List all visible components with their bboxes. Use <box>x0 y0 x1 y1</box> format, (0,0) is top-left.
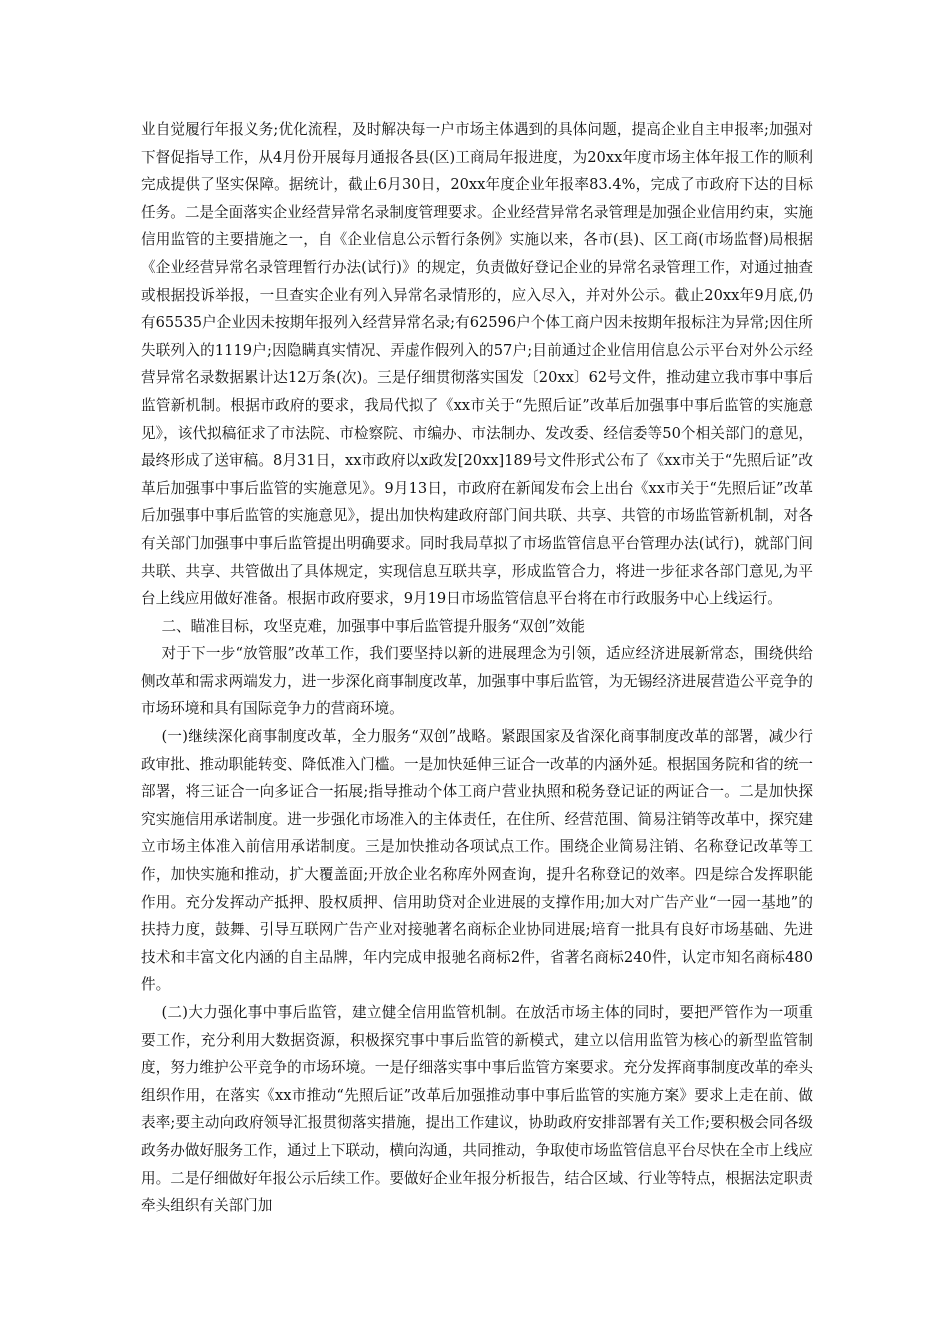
paragraph-continuation: 业自觉履行年报义务;优化流程，及时解决每一户市场主体遇到的具体问题，提高企业自主申报率;加强对下督促指导工作，从4月份开展每月通报各县(区)工商局年报进度，为20xx年度市场主体年报工作的顺利完成提供了坚实保障。据统计，截止6月30日，20xx年度企业年报率83.4%，完成了市政府下达的目标任务。二是全面落实企业经营异常名录制度管理要求。企业经营异常名录管理是加强企业信用约束，实施信用监管的主要措施之一，自《企业信息公示暂行条例》实施以来，各市(县)、区工商(市场监督)局根据《企业经营异常名录管理暂行办法(试行)》的规定，负责做好登记企业的异常名录管理工作，对通过抽查或根据投诉举报，一旦查实企业有列入异常名录情形的，应入尽入，并对外公示。截止20xx年9月底,仍有65535户企业因未按期年报列入经营异常名录;有62596户个体工商户因未按期年报标注为异常;因住所失联列入的1119户;因隐瞒真实情况、弄虚作假列入的57户;目前通过企业信用信息公示平台对外公示经营异常名录数据累计达12万条(次)。三是仔细贯彻落实国发〔20xx〕62号文件，推动建立我市事中事后监管新机制。根据市政府的要求，我局代拟了《xx市关于“先照后证”改革后加强事中事后监管的实施意见》，该代拟稿征求了市法院、市检察院、市编办、市法制办、发改委、经信委等50个相关部门的意见，最终形成了送审稿。8月31日，xx市政府以x政发[20xx]189号文件形式公布了《xx市关于“先照后证”改革后加强事中事后监管的实施意见》。9月13日，市政府在新闻发布会上出台《xx市关于“先照后证”改革后加强事中事后监管的实施意见》，提出加快构建政府部门间共联、共享、共管的市场监管新机制，对各有关部门加强事中事后监管提出明确要求。同时我局草拟了市场监管信息平台管理办法(试行)，就部门间共联、共享、共管做出了具体规定，实现信息互联共享，形成监管合力，将进一步征求各部门意见,为平台上线应用做好准备。根据市政府要求，9月19日市场监管信息平台将在市行政服务中心上线运行。 <box>141 121 813 608</box>
paragraph-intro: 对于下一步“放管服”改革工作，我们要坚持以新的进展理念为引领，适应经济进展新常态，围绕供给侧改革和需求两端发力，进一步深化商事制度改革，加强事中事后监管，为无锡经济进展营造公平竞争的市场环境和具有国际竞争力的营商环境。 <box>141 645 813 718</box>
document-body <box>141 116 813 1220</box>
section-heading: 二、瞄准目标，攻坚克难，加强事中事后监管提升服务“双创”效能 <box>161 617 585 635</box>
paragraph-item-2: (二)大力强化事中事后监管，建立健全信用监管机制。在放活市场主体的同时，要把严管作为一项重要工作，充分利用大数据资源，积极探究事中事后监管的新模式，建立以信用监管为核心的新型监管制度，努力维护公平竞争的市场环境。一是仔细落实事中事后监管方案要求。充分发挥商事制度改革的牵头组织作用，在落实《xx市推动“先照后证”改革后加强推动事中事后监管的实施方案》要求上走在前、做表率;要主动向政府领导汇报贯彻落实措施，提出工作建议，协助政府安排部署有关工作;要积极会同各级政务办做好服务工作，通过上下联动，横向沟通，共同推动，争取使市场监管信息平台尽快在全市上线应用。二是仔细做好年报公示后续工作。要做好企业年报分析报告，结合区域、行业等特点，根据法定职责牵头组织有关部门加 <box>141 1004 813 1215</box>
paragraph-item-1: (一)继续深化商事制度改革，全力服务“双创”战略。紧跟国家及省深化商事制度改革的部署，减少行政审批、推动职能转变、降低准入门槛。一是加快延伸三证合一改革的内涵外延。根据国务院和省的统一部署，将三证合一向多证合一拓展;指导推动个体工商户营业执照和税务登记证的两证合一。二是加快探究实施信用承诺制度。进一步强化市场准入的主体责任，在住所、经营范围、简易注销等改革中，探究建立市场主体准入前信用承诺制度。三是加快推动各项试点工作。围绕企业简易注销、名称登记改革等工作，加快实施和推动，扩大覆盖面;开放企业名称库外网查询，提升名称登记的效率。四是综合发挥职能作用。充分发挥动产抵押、股权质押、信用助贷对企业进展的支撑作用;加大对广告产业“一园一基地”的扶持力度，鼓舞、引导互联网广告产业对接驰著名商标企业协同进展;培育一批具有良好市场基础、先进技术和丰富文化内涵的自主品牌，年内完成申报驰名商标2件，省著名商标240件，认定市知名商标480件。 <box>141 728 813 994</box>
